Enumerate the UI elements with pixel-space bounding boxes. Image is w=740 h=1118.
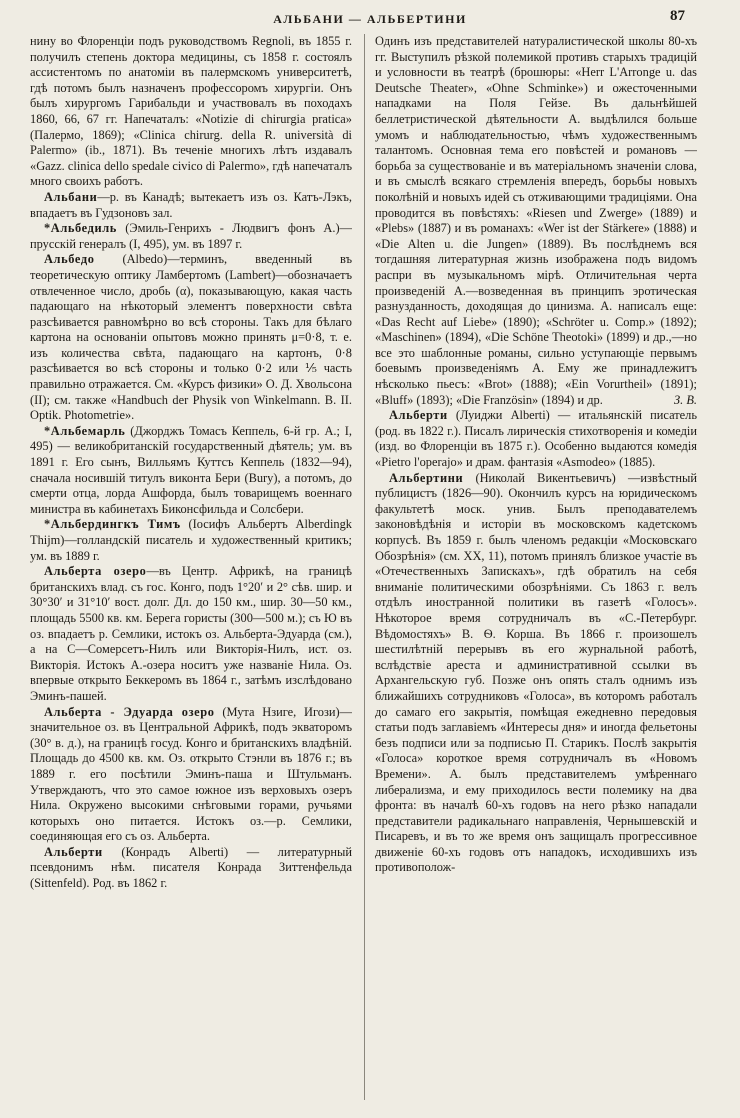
entry-lake-albert [30,564,352,704]
entry-text: —въ Центр. Африкѣ, на границѣ британскихъ влад. съ гос. Конго, подъ 1°20′ и 2° сѣв. шир. и 30°30′ и 31°10′ вост. долг. Дл. до 150 км., шир. 30—50 км., площадь 5500 кв. км. Берега гористы (300—500 м.); съ Ю въ оз. впадаетъ р. Семлики, истокъ оз. Альберта-Эдуарда (см.), а на С—Сомерсетъ-Нилъ или Викторія-Нилъ, ист. оз. Викторія. Истокъ А.-озера носитъ уже названіе Нила. Оз. впервые открыто Беккеромъ въ 1864 г., затѣмъ изслѣдовано Эминъ-пашей. [30,564,352,703]
column-divider [364,34,365,1100]
entry-text: (Луиджи Alberti) — итальянскій писатель (род. въ 1822 г.). Писалъ лирическія стихотворенія и комедіи (изд. во Флоренціи въ 1875 г.). Особенно выдаются комедія «Pietro l'operajo» и драм. фантазія «Asmodeo» (1885). [375,408,697,470]
left-column [30,34,352,1104]
entry-albertini [375,471,697,876]
entry-text: (Мута Нзиге, Игози)—значительное оз. въ Центральной Африкѣ, подъ экваторомъ (30° в. д.), на границѣ госуд. Конго и британскихъ владѣній. Площадь до 4500 кв. км. Оз. открыто Стэнли въ 1876 г.; въ 1889 г. его посѣтили Эминъ-паша и Штульманъ. Утверждаютъ, что это самое южное изъ верховыхъ озеръ Нила. Окружено высокими снѣговыми горами, ручьями которыхъ оно питается. Истокъ оз.—р. Семлики, соединяющая его съ оз. Альберта. [30,704,352,844]
entry-continuation [375,34,697,408]
author-signature: З. В. [674,392,697,407]
entry-lake-albert-edward [30,705,352,845]
entry-headword: *Альбедиль [44,221,117,236]
running-title: АЛЬБАНИ — АЛЬБЕРТИНИ [273,12,467,26]
entry-text: —р. въ Канадѣ; вытекаетъ изъ оз. Катъ-Лэкъ, впадаетъ въ Гудзоновъ зал. [30,189,352,220]
entry-albemarle [30,424,352,518]
entry-headword: Альберти [44,844,103,859]
entry-alberti-konrad [30,845,352,892]
entry-text: (Конрадъ Alberti) — литературный псевдонимъ нѣм. писателя Конрада Зиттенфельда (Sittenfeld). Род. въ 1862 г. [30,844,352,891]
entry-headword: Альбани [44,189,98,204]
entry-headword: Альбертини [389,470,464,485]
entry-headword: *Альбердингкъ Тимъ [44,517,181,532]
entry-headword: Альберта - Эдуарда озеро [44,704,215,719]
entry-continuation [30,34,352,190]
entry-albani [30,190,352,221]
entry-headword: Альбедо [44,252,95,267]
entry-text: (Іосифъ Альбертъ Alberdingk Thijm)—голландскій писатель и художественный критикъ; ум. въ 1889 г. [30,517,352,563]
right-column [375,34,697,1104]
entry-alberdingk-thijm [30,517,352,564]
entry-text: (Albedo)—терминъ, введенный въ теоретическую оптику Ламбертомъ (Lambert)—обозначаетъ отвлеченное число, дробь (α), показывающую, какая часть падающаго на нѣкоторый элементъ поверхности свѣта разсѣивается равномѣрно во всѣ стороны. Такъ для бѣлаго картона на основаніи опытовъ можно принять μ=0·8, т. е. изъ количества свѣта, падающаго на картонъ, 0·8 разсѣивается во всѣ стороны и только 0·2 или ⅕ часть правильно отражается. См. «Курсъ физики» О. Д. Хвольсона (II); см. также «Handbuch der Physik von Winkelmann. B. II. Optik. Photometrie». [30,252,352,423]
entry-headword: *Альбемарль [44,423,126,438]
entry-headword: Альберти [389,408,448,423]
entry-text: (Джорджъ Томасъ Кеппель, 6-й гр. А.; I, 495) — великобританскій государственный дѣятель; ум. въ 1891 г. Его сынъ, Вилльямъ Куттсъ Кеппель (1832—94), сначала носившій титулъ виконта Бери (Bury), а потомъ, до смерти отца, лорда Ашфорда, былъ товарищемъ военнаго министра въ кабинетахъ Биконсфильда и Солсбери. [30,423,352,516]
entry-text: (Эмиль-Генрихъ - Людвигъ фонъ А.)—прусскій генералъ (I, 495), ум. въ 1897 г. [30,221,352,251]
entry-albedo [30,252,352,424]
entry-text: (Николай Викентьевичъ) —извѣстный публицистъ (1826—90). Окончилъ курсъ на юридическомъ факультетѣ моск. унив. Былъ преподавателемъ законовѣдѣнія и исторіи въ московскомъ кадетскомъ корпусѣ. Въ 1859 г. былъ членомъ редакціи «Московскаго Обозрѣнія» (см. XX, 11), потомъ принялъ близкое участіе въ «Отечественныхъ Запискахъ», гдѣ обратилъ на себя вниманіе политическими обозрѣніями. Съ 1863 г. велъ отдѣлъ иностранной политики въ газетѣ «Голосъ». Нѣкоторое время сотрудничалъ въ «С.-Петербург. Вѣдомостяхъ» В. Ѳ. Корша. Въ 1866 г. произошелъ шестилѣтній перерывъ въ его журнальной работѣ, вслѣдствіе ареста и административной ссылки въ Архангельскую губ. Позже онъ опять сталъ однимъ изъ ближайшихъ сотрудниковъ «Голоса», въ которомъ работалъ до самаго его закрытія, помѣщая ежедневно передовыя статьи подъ заглавіемъ «Интересы дня» и иногда фельетоны безъ подписи или за подписью П. Старикъ. Послѣ закрытія «Голоса» короткое время сотрудничалъ въ «Новомъ Времени». А. былъ представителемъ умѣреннаго либерализма, и ему приходилось вести полемику на два фронта: въ началѣ 60-хъ годовъ на него рѣзко нападали представители радикальнаго направленія, Чернышевскій и Писаревъ, и въ то же время онъ защищалъ прогрессивное движеніе 60-хъ годовъ отъ нападокъ, исходившихъ изъ противополож- [375,470,697,875]
entry-text: нину во Флоренціи подъ руководствомъ Regnoli, въ 1855 г. получилъ степень доктора медицины, съ 1858 г. состоялъ ассистентомъ по анатоміи въ палермскомъ университетѣ, гдѣ потомъ былъ назначенъ профессоромъ хирургіи. Онъ былъ хирургомъ Гарибальди и участвовалъ въ походахъ 1860, 66, 67 гг. Напечаталъ: «Notizie di chirurgia pratica» (Палермо, 1869); «Clinica chirurg. della R. università di Palermo» (ib., 1871). Въ теченіе многихъ лѣтъ издавалъ «Gazz. clinica dello spedale civico di Palermo», гдѣ напечаталъ много своихъ работъ. [30,34,352,189]
entry-alberti-luigi [375,408,697,470]
entry-headword: Альберта озеро [44,564,147,579]
page-number: 87 [670,8,685,24]
entry-text: Одинъ изъ представителей натуралистической школы 80-хъ гг. Выступилъ рѣзкой полемикой противъ старыхъ традицій и условности въ театрѣ (брошюры: «Herr L'Arronge u. das Deutsche Theater», «Ohne Schminke») и ожесточенными нападками на Поля Гейзе. Въ дальнѣйшей беллетристической дѣятельности А. выдѣлился больше умомъ и наблюдательностью, чѣмъ художественнымъ талантомъ. Основная тема его повѣстей и романовъ — борьба за существованіе и въ матеріальномъ значеніи слова, и въ смыслѣ всякаго стремленія впередъ, борьбы новыхъ поколѣній и новыхъ идей съ отживающими традиціями. Она проводится въ повѣстяхъ: «Riesen und Zwerge» (1889) и «Plebs» (1887) и въ романахъ: «Wer ist der Stärkere» (1888) и «Die Alten u. die Jungen» (1889). Въ послѣднемъ вся тогдашняя литературная жизнь изображена подъ видомъ распри въ музыкальномъ мірѣ. Отличительная черта произведеній А.—возведенная въ принципъ эротическая разнузданность, доходящая до цинизма. А. написалъ еще: «Das Recht auf Liebe» (1890); «Schröter u. Comp.» (1892); «Maschinen» (1894), «Die Schöne Theotoki» (1899) и др.,—но все это шаблонные романы, сильно уступающіе первымъ боевымъ произведеніямъ А. Ему же принадлежитъ нѣсколько пьесъ: «Brot» (1888); «Ein Vorurtheil» (1891); «Bluff» (1893); «Die Französin» (1894) и др. [375,34,697,407]
entry-albedil [30,221,352,252]
